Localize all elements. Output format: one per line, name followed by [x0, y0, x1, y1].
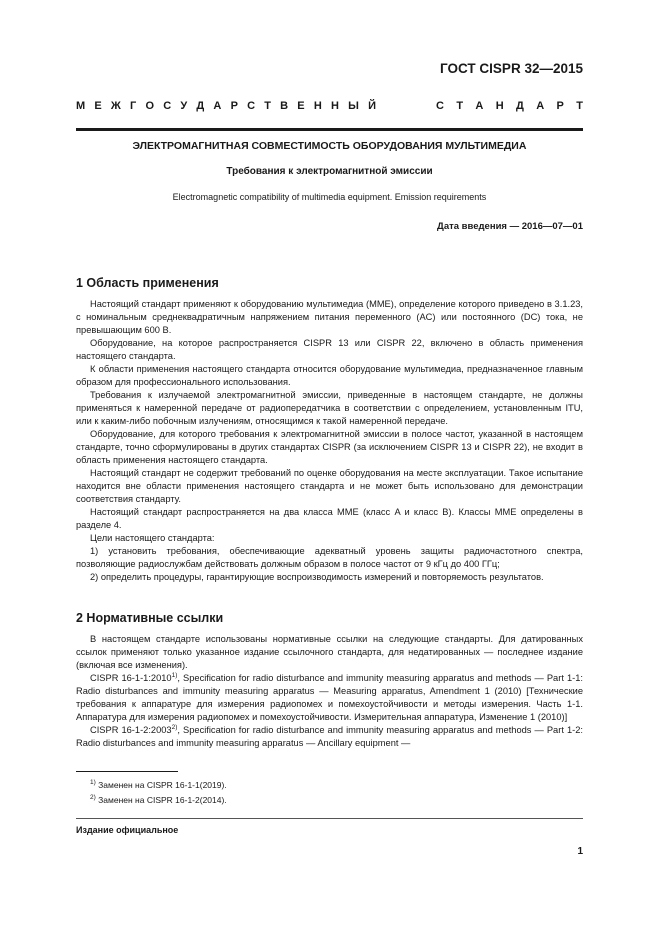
footnote: [76, 793, 583, 808]
paragraph: В настоящем стандарте использованы нормативные ссылки на следующие стандарты. Для датированных ссылок применяют только указанное издание ссылочного стандарта, для недатированных — последнее издание (включая все изменения).: [76, 634, 583, 670]
paragraph: Цели настоящего стандарта:: [90, 533, 215, 543]
letter: Д: [196, 100, 205, 112]
reference-entry: [76, 724, 583, 750]
letter: Й: [368, 100, 376, 112]
document-title: ЭЛЕКТРОМАГНИТНАЯ СОВМЕСТИМОСТЬ ОБОРУДОВАНИЯ МУЛЬТИМЕДИА: [132, 140, 527, 152]
section-scope: [76, 275, 583, 584]
paragraph: Настоящий стандарт не содержит требований по оценке оборудования на месте эксплуатации. Такое испытание находится вне области применения настоящего стандарта и не может быть использовано для демонстрации соответствия стандарту.: [76, 468, 583, 504]
paragraph: Требования к излучаемой электромагнитной эмиссии, приведенные в настоящем стандарте, не должны применяться к намеренной передаче от радиопередатчика в соответствии с определением, установленным ITU, или к каким-либо побочным излучениям, относящимся к такой намеренной передаче.: [76, 390, 583, 426]
paragraph: К области применения настоящего стандарта относится оборудование мультимедиа, предназначенное главным образом для профессионального использования.: [76, 364, 583, 387]
letter: С: [436, 100, 444, 112]
reference-entry: [76, 672, 583, 724]
footnote-text: Заменен на CISPR 16-1-1(2019).: [95, 780, 227, 790]
letter: Н: [313, 100, 322, 112]
letter: Т: [456, 100, 464, 112]
letter: Е: [94, 100, 102, 112]
english-title: Electromagnetic compatibility of multimedia equipment. Emission requirements: [172, 192, 487, 202]
reference-code: CISPR 16-1-1:2010: [90, 673, 172, 683]
letter: С: [247, 100, 256, 112]
letter: Д: [516, 100, 524, 112]
footnote-rule: [76, 771, 178, 772]
reference-code: CISPR 16-1-2:2003: [90, 725, 172, 735]
footnote: [76, 778, 583, 793]
standard-code: ГОСТ CISPR 32—2015: [440, 61, 583, 76]
letter: Р: [230, 100, 238, 112]
edition-label: Издание официальное: [76, 825, 179, 835]
letter: Ы: [348, 100, 359, 112]
section-heading: 1 Область применения: [76, 276, 219, 290]
letter: Н: [330, 100, 339, 112]
paragraph: Оборудование, для которого требования к электромагнитной эмиссии в полосе частот, указанной в настоящем стандарте, точно сформулированы в других стандартах CISPR (за исключением CISPR 13 и CISPR 22), не входит в область применения настоящего стандарта.: [76, 429, 583, 465]
reference-text: , Specification for radio disturbance and immunity measuring apparatus and methods — Part 1-1: Radio disturbances and immunity measuring apparatus — Measuring apparatus, Amendment 1 (2010) [Технические требования к аппаратуре для измерения радиопомех и помехоустойчивости и методы измерения. Часть 1-1. Аппаратура для измерения радиопомех и помехоустойчивости. Измерительная аппаратура, Изменение 1 (2010)]: [76, 673, 583, 722]
letter: Р: [556, 100, 564, 112]
letter: Е: [297, 100, 305, 112]
letter: А: [475, 100, 484, 112]
reference-text: , Specification for radio disturbance and immunity measuring apparatus and methods — Part 1-2: Radio disturbances and immunity measuring apparatus — Ancillary equipment —: [76, 725, 583, 748]
paragraph: Настоящий стандарт применяют к оборудованию мультимедиа (MME), определение которого приведено в 3.1.23, с номинальным среднеквадратичным напряжением питания переменного (AC) или постоянного (DC) тока, не превышающим 600 В.: [76, 299, 583, 335]
standard-type-heading: [76, 100, 583, 112]
letter: Н: [495, 100, 504, 112]
standard-type-word: [76, 100, 376, 112]
paragraph: 1) установить требования, обеспечивающие адекватный уровень защиты радиочастотного спектра, позволяющие радиослужбам действовать должным образом в полосе частот от 9 кГц до 400 ГГц;: [76, 546, 583, 569]
section-normative-references: [76, 610, 583, 750]
footnote-mark: 1): [90, 779, 96, 787]
letter: Ж: [110, 100, 121, 112]
letter: Т: [576, 100, 583, 112]
footnote-mark: 2): [90, 794, 96, 802]
header-rule: [76, 128, 583, 131]
letter: Г: [130, 100, 137, 112]
footnote-mark: 2): [171, 723, 178, 731]
paragraph: Настоящий стандарт распространяется на два класса MME (класс A и класс B). Классы MME определены в разделе 4.: [76, 507, 583, 530]
letter: Т: [264, 100, 271, 112]
edition-rule: [76, 818, 583, 819]
letter: А: [536, 100, 545, 112]
footnotes: [76, 778, 583, 808]
footnote-text: Заменен на CISPR 16-1-2(2014).: [95, 795, 227, 805]
introduction-date: Дата введения — 2016—07—01: [437, 221, 583, 232]
letter: О: [145, 100, 155, 112]
document-subtitle: Требования к электромагнитной эмиссии: [226, 166, 433, 177]
paragraph: Оборудование, на которое распространяется CISPR 13 или CISPR 22, включено в область применения настоящего стандарта.: [76, 338, 583, 361]
footnote-mark: 1): [171, 671, 178, 679]
paragraph: 2) определить процедуры, гарантирующие воспроизводимость измерений и повторяемость результатов.: [90, 572, 544, 582]
letter: В: [280, 100, 289, 112]
letter: М: [76, 100, 86, 112]
standard-type-word: [436, 100, 583, 112]
letter: С: [163, 100, 172, 112]
letter: А: [213, 100, 222, 112]
section-heading: 2 Нормативные ссылки: [76, 611, 224, 625]
letter: У: [180, 100, 188, 112]
page-number: 1: [577, 846, 583, 857]
